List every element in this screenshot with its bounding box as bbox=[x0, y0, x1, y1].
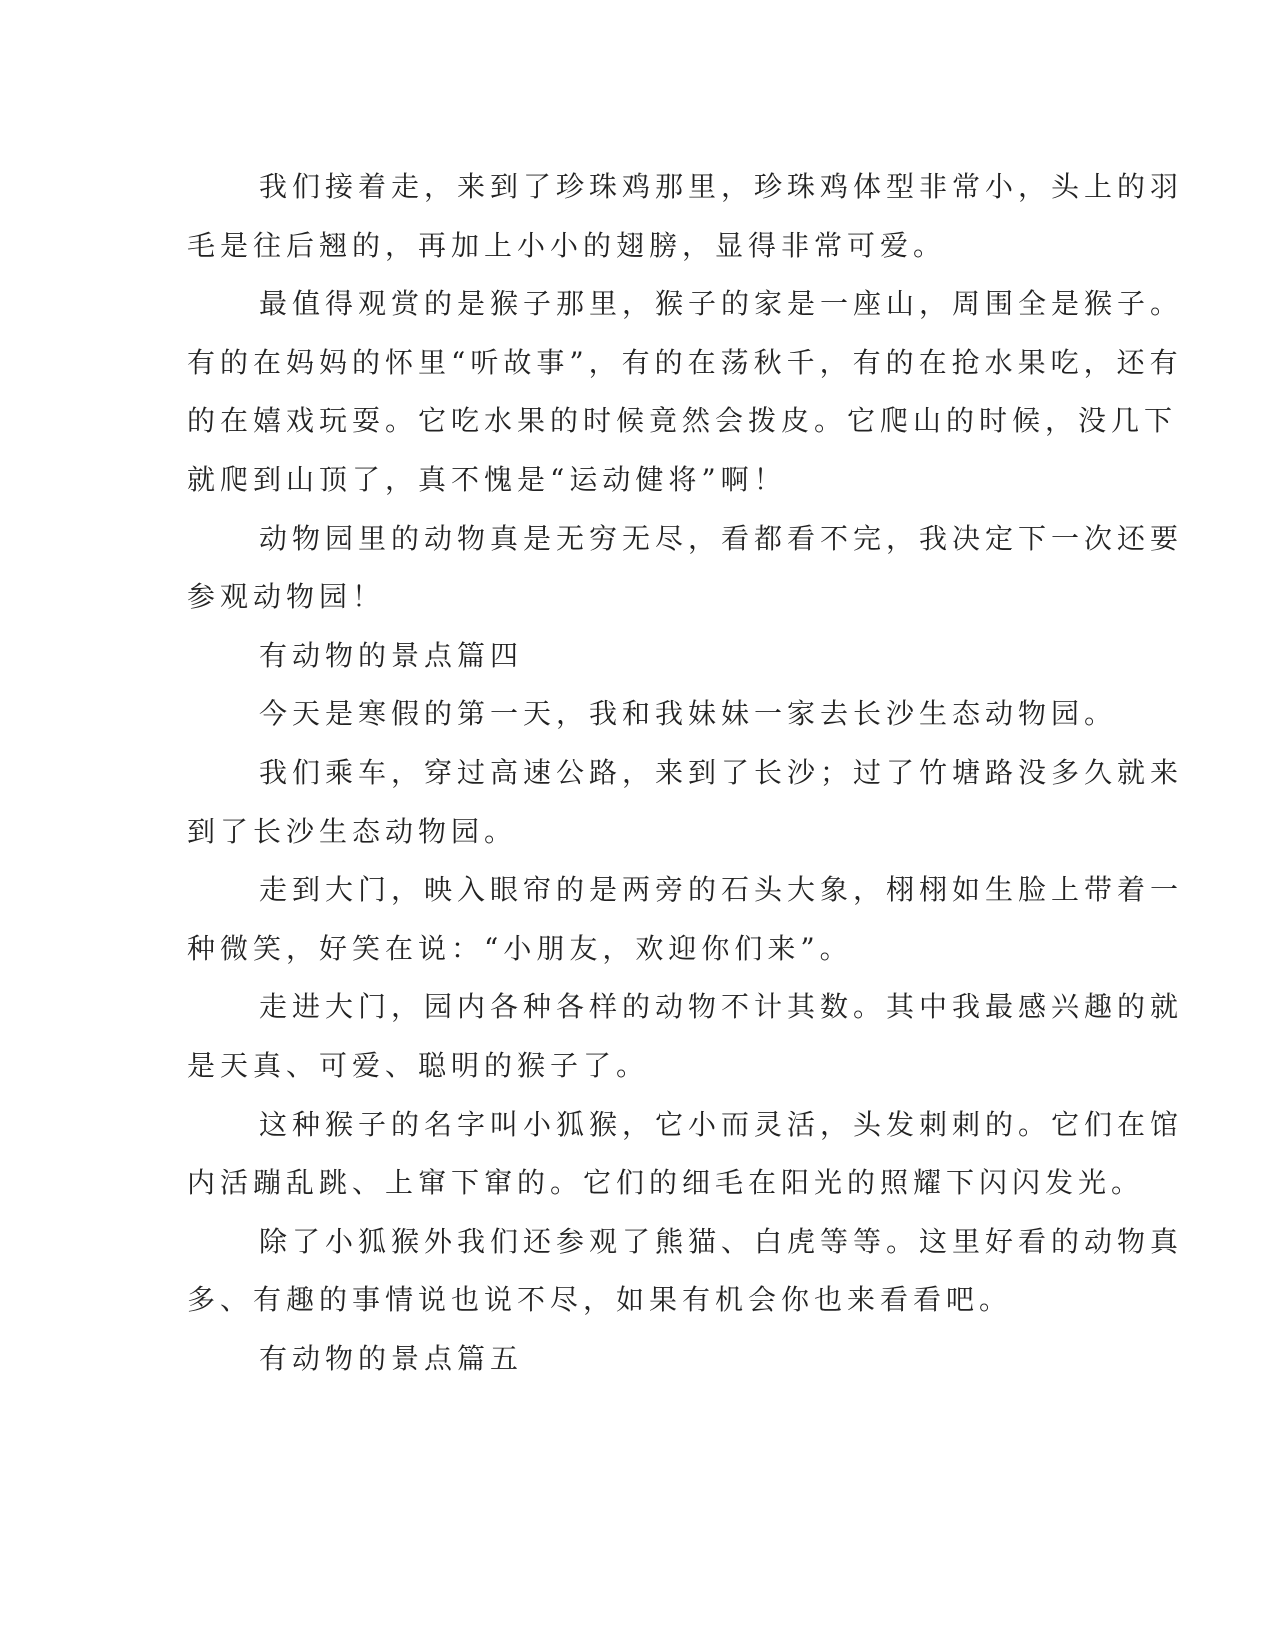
paragraph-journey bbox=[187, 744, 1184, 861]
text-line: 就爬到山顶了，真不愧是“运动健将”啊！ bbox=[187, 462, 787, 496]
paragraph-other-animals bbox=[187, 1213, 1184, 1330]
paragraph-monkeys bbox=[187, 275, 1184, 509]
text-line: 是天真、可爱、聪明的猴子了。 bbox=[187, 1048, 650, 1082]
text-line: 我们接着走，来到了珍珠鸡那里，珍珠鸡体型非常小，头上的羽 bbox=[259, 170, 1184, 203]
text-line: 除了小狐猴外我们还参观了熊猫、白虎等等。这里好看的动物真 bbox=[259, 1224, 1184, 1258]
paragraph-gate bbox=[187, 861, 1184, 978]
text-line: 有的在妈妈的怀里“听故事”，有的在荡秋千，有的在抢水果吃，还有 bbox=[187, 345, 1183, 379]
text-line: 参观动物园！ bbox=[187, 580, 386, 614]
text-line: 最值得观赏的是猴子那里，猴子的家是一座山，周围全是猴子。 bbox=[259, 287, 1184, 321]
text-line: 这种猴子的名字叫小狐猴，它小而灵活，头发刺刺的。它们在馆 bbox=[259, 1107, 1184, 1141]
text-line: 内活蹦乱跳、上窜下窜的。它们的细毛在阳光的照耀下闪闪发光。 bbox=[187, 1166, 1145, 1200]
text-line: 到了长沙生态动物园。 bbox=[187, 814, 518, 848]
text-line: 多、有趣的事情说也说不尽，如果有机会你也来看看吧。 bbox=[187, 1283, 1013, 1317]
paragraph-lemur bbox=[187, 1096, 1184, 1213]
text-line: 的在嬉戏玩耍。它吃水果的时候竟然会拨皮。它爬山的时候，没几下 bbox=[187, 404, 1178, 438]
section-heading-part-four: 有动物的景点篇四 bbox=[259, 638, 524, 672]
text-line: 我们乘车，穿过高速公路，来到了长沙；过了竹塘路没多久就来 bbox=[259, 755, 1184, 789]
paragraph-conclusion bbox=[187, 510, 1184, 627]
paragraph-inside-park bbox=[187, 978, 1184, 1095]
paragraph-guinea-fowl bbox=[187, 158, 1184, 275]
text-line: 今天是寒假的第一天，我和我妹妹一家去长沙生态动物园。 bbox=[259, 697, 1118, 731]
text-line: 毛是往后翘的，再加上小小的翅膀，显得非常可爱。 bbox=[187, 228, 947, 262]
text-line: 走到大门，映入眼帘的是两旁的石头大象，栩栩如生脸上带着一 bbox=[259, 873, 1184, 907]
section-heading-part-five: 有动物的景点篇五 bbox=[259, 1341, 524, 1375]
text-line: 走进大门，园内各种各样的动物不计其数。其中我最感兴趣的就 bbox=[259, 990, 1184, 1024]
paragraph-winter-break bbox=[187, 685, 1118, 744]
text-line: 种微笑，好笑在说：“小朋友，欢迎你们来”。 bbox=[187, 931, 853, 965]
document-body bbox=[187, 158, 1184, 1388]
text-line: 动物园里的动物真是无穷无尽，看都看不完，我决定下一次还要 bbox=[259, 521, 1184, 555]
